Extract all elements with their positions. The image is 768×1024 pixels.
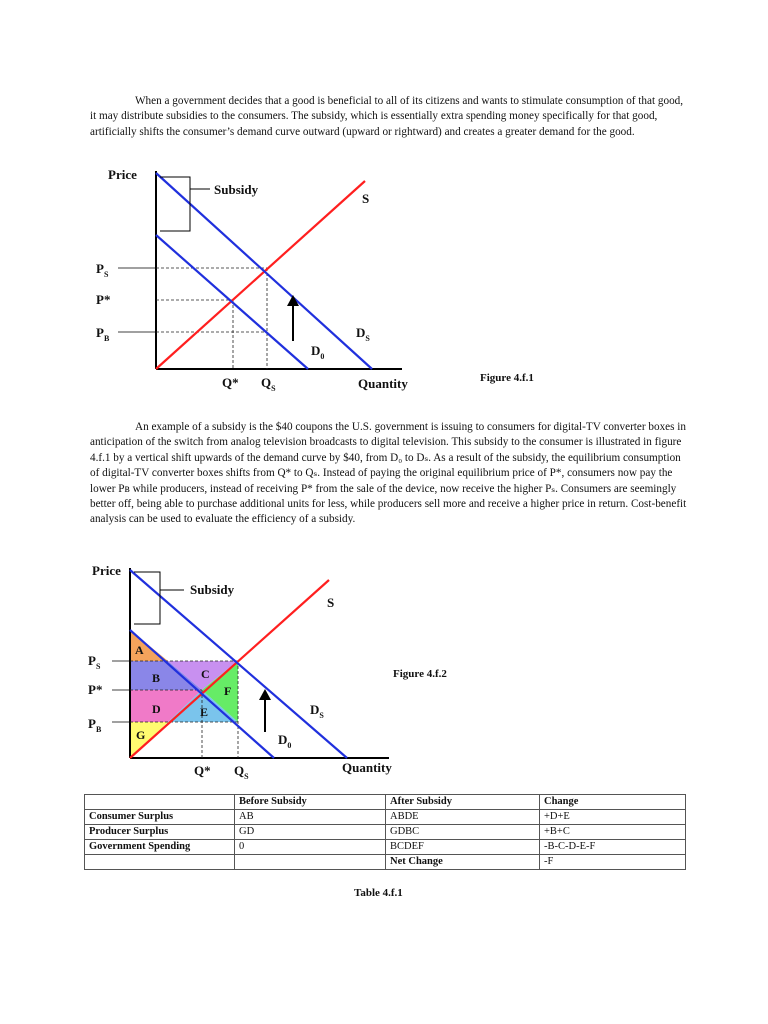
- fig1-subsidy-label: Subsidy: [214, 182, 259, 197]
- table-header-cell: After Subsidy: [386, 795, 540, 810]
- table-header-cell: [85, 795, 235, 810]
- fig2-quantity-label: Quantity: [342, 760, 392, 775]
- fig2-pstar-label: P*: [88, 682, 103, 697]
- fig1-ds-label: $D_S$: [356, 325, 370, 343]
- area-e-label: E: [200, 705, 209, 719]
- fig2-ds-label: $D_S$: [310, 702, 324, 720]
- table-row: [85, 840, 686, 855]
- table-cell: GD: [235, 825, 386, 840]
- fig1-pstar-label: P*: [96, 292, 111, 307]
- table-row: [85, 855, 686, 870]
- table-cell: 0: [235, 840, 386, 855]
- fig1-subsidy-bracket: [160, 177, 190, 231]
- fig1-supply-label: S: [362, 191, 370, 206]
- table-cell: [235, 855, 386, 870]
- fig2-ps-label: $P_S$: [88, 653, 101, 671]
- figure-4f1-caption: Figure 4.f.1: [480, 372, 534, 384]
- intro-text: When a government decides that a good is beneficial to all of its citizens and wants to stimulate consumption of that good, it may distribute subsidies to the consumers. The subsidy, which is essentially extra spending money specifically for that good, artificially shifts the consumer’s demand curve outward (upward or rightward) and creates a greater demand for the good.: [90, 95, 684, 138]
- table-header-cell: Change: [540, 795, 686, 810]
- area-d-label: D: [152, 702, 161, 716]
- table-cell: BCDEF: [386, 840, 540, 855]
- area-f-label: F: [224, 684, 232, 698]
- figure-4f2-chart: [84, 560, 404, 785]
- table-cell: [85, 855, 235, 870]
- figure-4f1-chart: [90, 163, 430, 398]
- example-text: An example of a subsidy is the $40 coupons the U.S. government is issuing to consumers for digital-TV converter boxes in anticipation of the switch from analog television broadcasts to digital television. This subsidy to the consumer is illustrated in figure 4.f.1 by a vertical shift upwards of the demand curve by $40, from D₀ to Dₛ. As a result of the subsidy, the equilibrium consumption of digital-TV converter boxes shifts from Q* to Qₛ. Instead of paying the original equilibrium price of P*, consumers now pay the lower Pʙ while producers, instead of receiving P* from the sale of the device, now receive the higher Pₛ. Consumers are seemingly better off, being able to purchase additional units for less, while producers sell more and receive a higher price in return. Cost-benefit analysis can be used to evaluate the efficiency of a subsidy.: [90, 421, 687, 526]
- table-cell: AB: [235, 810, 386, 825]
- table-cell: Net Change: [386, 855, 540, 870]
- fig1-qs-label: $Q_S$: [261, 375, 276, 393]
- table-row: [85, 810, 686, 825]
- area-b-label: B: [152, 671, 161, 685]
- area-c-label: C: [201, 667, 210, 681]
- fig2-supply-label: S: [327, 595, 335, 610]
- table-cell: -F: [540, 855, 686, 870]
- fig2-ticks: [112, 661, 130, 722]
- table-cell: GDBC: [386, 825, 540, 840]
- table-cell: +B+C: [540, 825, 686, 840]
- fig1-ps-label: $P_S$: [96, 261, 109, 279]
- fig1-quantity-label: Quantity: [358, 376, 408, 391]
- area-a-label: A: [135, 643, 144, 657]
- subsidy-summary-table: [84, 794, 686, 870]
- table-header-row: [85, 795, 686, 810]
- table-cell: +D+E: [540, 810, 686, 825]
- example-paragraph: [90, 420, 690, 528]
- fig2-qstar-label: Q*: [194, 763, 211, 778]
- table-4f1-caption: Table 4.f.1: [354, 887, 403, 899]
- fig2-qs-label: $Q_S$: [234, 763, 249, 781]
- fig2-price-label: Price: [92, 563, 121, 578]
- area-g-label: G: [136, 728, 146, 742]
- fig1-price-label: Price: [108, 167, 137, 182]
- fig1-d0-label: $D_0$: [311, 343, 325, 361]
- table-cell: Government Spending: [85, 840, 235, 855]
- fig2-subsidy-label: Subsidy: [190, 582, 235, 597]
- figure-4f2-caption: Figure 4.f.2: [393, 668, 447, 680]
- fig2-subsidy-bracket: [134, 572, 160, 624]
- fig1-qstar-label: Q*: [222, 375, 239, 390]
- fig1-supply-curve: [156, 181, 365, 369]
- table-cell: ABDE: [386, 810, 540, 825]
- fig2-d0-label: $D_0$: [278, 732, 292, 750]
- intro-paragraph: [90, 94, 690, 140]
- fig2-pb-label: $P_B$: [88, 716, 102, 734]
- fig1-pb-label: $P_B$: [96, 325, 110, 343]
- table-header-cell: Before Subsidy: [235, 795, 386, 810]
- table-row: [85, 825, 686, 840]
- table-cell: -B-C-D-E-F: [540, 840, 686, 855]
- table-cell: Consumer Surplus: [85, 810, 235, 825]
- table-cell: Producer Surplus: [85, 825, 235, 840]
- fig1-ticks: [118, 268, 156, 332]
